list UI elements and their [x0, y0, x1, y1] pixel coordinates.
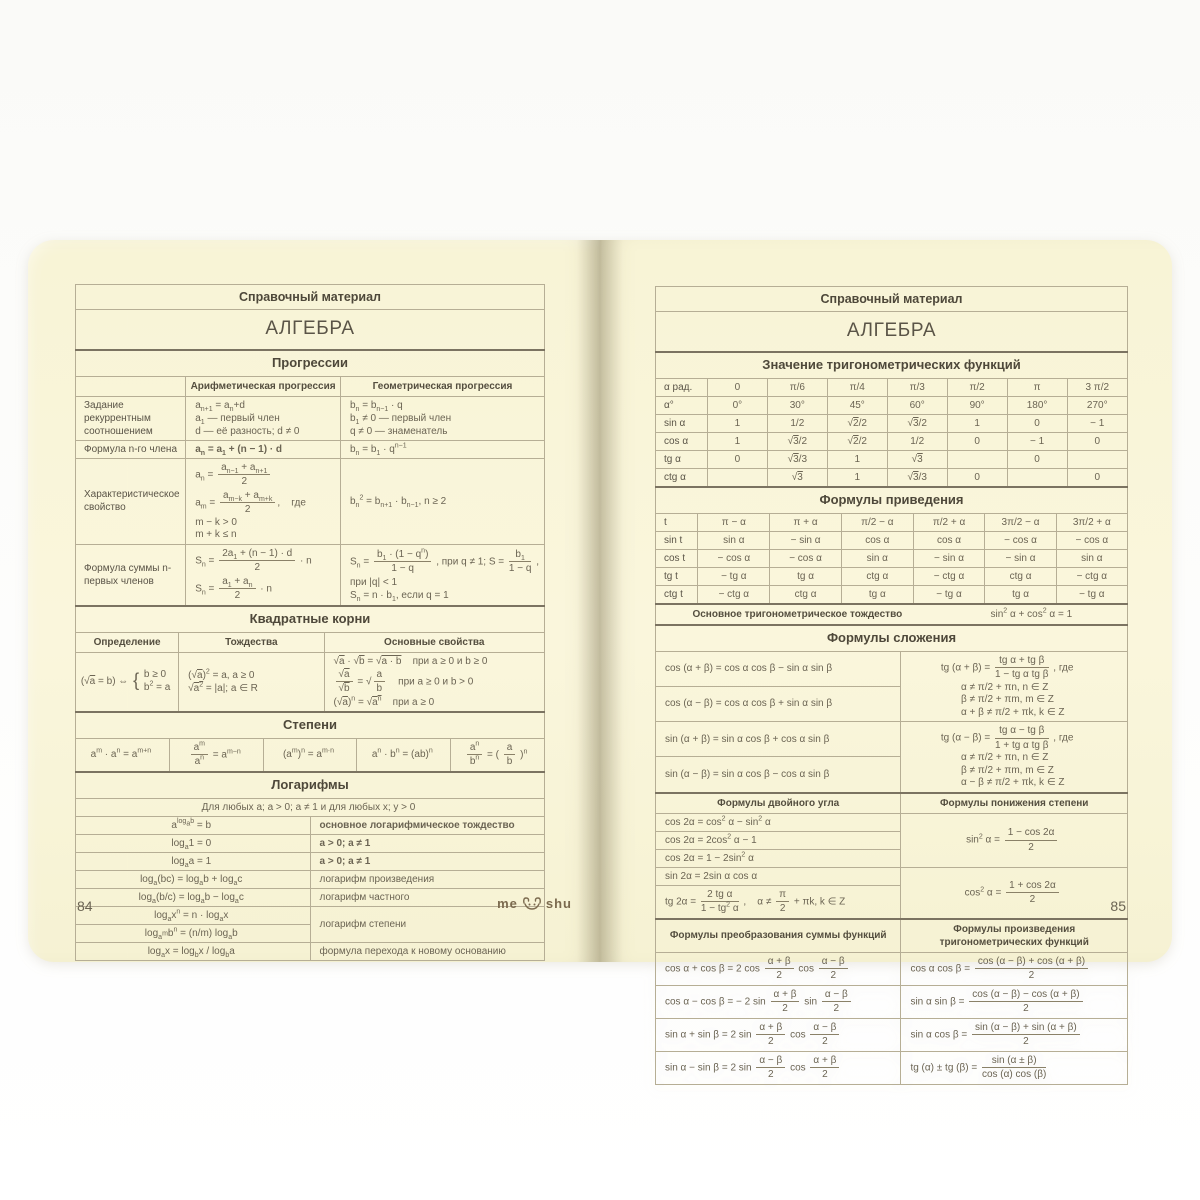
- table-row: [656, 952, 1128, 985]
- table-row: [656, 985, 1128, 1018]
- left-page: [28, 240, 600, 962]
- table-cell: Характеристическое свойство: [76, 458, 186, 544]
- table-cell: sin α sin β = $\frac{\cos (\alpha - \beta) - \cos (\alpha + \beta)}{2}$: [901, 985, 1128, 1018]
- table-cell: α°: [656, 396, 708, 414]
- right-page: [600, 240, 1172, 1081]
- reduction-formulas-table: [655, 486, 1128, 604]
- table-cell: Формулы двойного угла: [656, 793, 901, 814]
- powers-table: [75, 711, 545, 772]
- table-cell: a > 0; a ≠ 1: [310, 834, 545, 852]
- left-page-content: [75, 284, 545, 961]
- table-cell: a > 0; a ≠ 1: [310, 852, 545, 870]
- table-row: [76, 544, 545, 605]
- table-row: [76, 458, 545, 544]
- table-cell: Прогрессии: [76, 350, 545, 376]
- table-cell: π + α: [770, 513, 842, 531]
- table-cell: sin α cos β = $\frac{\sin (\alpha - \beta) + \sin (\alpha + \beta)}{2}$: [901, 1018, 1128, 1051]
- table-cell: 270°: [1067, 396, 1127, 414]
- table-row: [76, 852, 545, 870]
- table-row: [76, 310, 545, 350]
- table-cell: cos α − cos β = − 2 sin $\frac{\alpha + \beta}{2}$ sin $\frac{\alpha - \beta}{2}$: [656, 985, 901, 1018]
- table-cell: cos (α + β) = cos α cos β − sin α sin β: [656, 651, 901, 686]
- table-cell: $a^n \cdot b^n = (ab)^n$: [357, 738, 451, 771]
- left-page-header-table: [75, 284, 545, 350]
- table-cell: 0: [707, 378, 767, 396]
- table-cell: π/4: [827, 378, 887, 396]
- table-row: [656, 1018, 1128, 1051]
- table-cell: − ctg α: [913, 567, 985, 585]
- table-row: [76, 285, 545, 310]
- table-cell: cos α + cos β = 2 cos $\frac{\alpha + \beta}{2}$ cos $\frac{\alpha - \beta}{2}$: [656, 952, 901, 985]
- table-cell: Формулы приведения: [656, 487, 1128, 513]
- table-cell: √2/2: [827, 414, 887, 432]
- table-row: [76, 652, 545, 711]
- table-cell: логарифм частного: [310, 888, 545, 906]
- table-cell: формула перехода к новому основанию: [310, 942, 545, 960]
- table-cell: cos α: [656, 432, 708, 450]
- table-row: [656, 722, 1128, 757]
- table-cell: $a^m \cdot a^n = a^{m+n}$: [76, 738, 170, 771]
- table-cell: $\cos^2 \alpha$ = $\frac{1 + \cos 2\alpha}{2}$: [901, 867, 1128, 918]
- table-cell: $\log_ax^n = n \cdot \log_ax$: [76, 906, 311, 924]
- table-cell: Квадратные корни: [76, 606, 545, 632]
- table-cell: tg t: [656, 567, 698, 585]
- table-cell: [947, 450, 1007, 468]
- table-cell: $\sin^2 \alpha + \cos^2 \alpha = 1$: [939, 604, 1128, 625]
- table-row: [76, 834, 545, 852]
- table-cell: логарифм произведения: [310, 870, 545, 888]
- table-cell: $a^{log_ab} = b$: [76, 816, 311, 834]
- table-cell: 0: [1067, 432, 1127, 450]
- table-cell: 0: [1007, 414, 1067, 432]
- table-row: [76, 738, 545, 771]
- table-cell: АЛГЕБРА: [76, 310, 545, 350]
- table-cell: sin α: [656, 414, 708, 432]
- table-cell: $S_n$ = $\frac{b_1 \cdot (1 - q^n)}{1 - q}$ , при q ≠ 1; S = $\frac{b_1}{1 - q}$ , при |q| < 1 $S_n = n \cdot b_1$, если q = 1: [340, 544, 544, 605]
- table-cell: 1: [947, 414, 1007, 432]
- table-row: [76, 440, 545, 458]
- table-cell: $\log_a1 = 0$: [76, 834, 311, 852]
- table-row: [76, 816, 545, 834]
- table-row: [656, 867, 1128, 885]
- table-cell: Основные свойства: [324, 632, 544, 652]
- table-cell: sin α: [841, 549, 913, 567]
- table-cell: − ctg α: [1056, 567, 1127, 585]
- table-row: [656, 651, 1128, 686]
- table-cell: 0: [707, 450, 767, 468]
- table-cell: $\log_{a^m}b^n = (n/m)$ $\log_ab$: [76, 924, 311, 942]
- table-cell: ctg α: [656, 468, 708, 486]
- sum-product-transform-table: [655, 918, 1128, 1085]
- page-number-left: 84: [77, 898, 93, 914]
- table-cell: [1007, 468, 1067, 486]
- table-cell: sin (α − β) = sin α cos β − cos α sin β: [656, 757, 901, 792]
- table-cell: Формулы преобразования суммы функций: [656, 919, 901, 953]
- right-page-header-table: [655, 286, 1128, 352]
- table-cell: $(√a)^2 = a$, a ≥ 0 $√a^2 = |a|$; a ∈ R: [179, 652, 324, 711]
- table-cell: 3π/2 + α: [1056, 513, 1127, 531]
- table-cell: π/3: [887, 378, 947, 396]
- table-cell: Тождества: [179, 632, 324, 652]
- table-cell: − sin α: [770, 531, 842, 549]
- table-row: [656, 432, 1128, 450]
- table-row: [76, 942, 545, 960]
- table-cell: $a_{n+1} = a_n+d$ $a_1$ — первый член d — её разность; d ≠ 0: [186, 396, 341, 440]
- table-cell: π/2: [947, 378, 1007, 396]
- table-cell: − sin α: [985, 549, 1056, 567]
- table-cell: − ctg α: [698, 585, 770, 603]
- table-cell: 1: [707, 432, 767, 450]
- table-cell: ctg t: [656, 585, 698, 603]
- table-cell: tg (α) ± tg (β) = $\frac{\sin (\alpha \pm \beta)}{\cos (\alpha) \cos (\beta)}$: [901, 1051, 1128, 1084]
- progressions-table: [75, 349, 545, 606]
- table-row: [656, 378, 1128, 396]
- table-row: [656, 450, 1128, 468]
- table-cell: $\log_aa = 1$: [76, 852, 311, 870]
- table-cell: Логарифмы: [76, 772, 545, 798]
- table-cell: − cos α: [1056, 531, 1127, 549]
- table-row: [656, 487, 1128, 513]
- table-cell: 0: [1007, 450, 1067, 468]
- table-cell: Формулы сложения: [656, 625, 1128, 651]
- table-cell: − 1: [1067, 414, 1127, 432]
- table-cell: ctg α: [770, 585, 842, 603]
- table-cell: sin α − sin β = 2 sin $\frac{\alpha - \beta}{2}$ cos $\frac{\alpha + \beta}{2}$: [656, 1051, 901, 1084]
- table-cell: [707, 468, 767, 486]
- table-cell: $b_n = b_{n-1} \cdot q$ $b_1 \ne 0$ — первый член q ≠ 0 — знаменатель: [340, 396, 544, 440]
- table-cell: π − α: [698, 513, 770, 531]
- table-cell: − cos α: [985, 531, 1056, 549]
- table-cell: 1: [827, 468, 887, 486]
- table-cell: 3π/2 − α: [985, 513, 1056, 531]
- table-cell: tg α: [985, 585, 1056, 603]
- square-roots-table: [75, 605, 545, 712]
- table-cell: Основное тригонометрическое тождество: [656, 604, 939, 625]
- table-cell: √3/2: [887, 414, 947, 432]
- table-cell: sin α: [1056, 549, 1127, 567]
- table-cell: √3/3: [767, 450, 827, 468]
- table-row: [656, 585, 1128, 603]
- table-cell: 0: [947, 468, 1007, 486]
- table-cell: 1/2: [767, 414, 827, 432]
- table-row: [656, 531, 1128, 549]
- table-cell: 1: [707, 414, 767, 432]
- table-cell: Формулы произведения тригонометрических функций: [901, 919, 1128, 953]
- table-cell: tg (α + β) = $\frac{\text{tg α + tg β}}{\text{1 − tg α tg β}}$ , где α ≠ π/2 + πn, n ∈ Z β ≠ π/2 + πm, m ∈ Z α + β ≠ π/2 + πk, k ∈ Z: [901, 651, 1128, 722]
- table-cell: 0: [947, 432, 1007, 450]
- table-cell: sin t: [656, 531, 698, 549]
- table-cell: t: [656, 513, 698, 531]
- table-cell: АЛГЕБРА: [656, 312, 1128, 352]
- table-cell: $\cos 2\alpha = 1 - 2\sin^2$ α: [656, 849, 901, 867]
- table-cell: Формула суммы n-первых членов: [76, 544, 186, 605]
- table-row: [76, 632, 545, 652]
- table-cell: √a · √b = √a · b при a ≥ 0 и b ≥ 0 $\frac{√a}{√b}$ = √ $\frac{a}{b}$ при a ≥ 0 и b > 0 $(√a)^n = √a^n$ при a ≥ 0: [324, 652, 544, 711]
- table-cell: − tg α: [698, 567, 770, 585]
- table-cell: − 1: [1007, 432, 1067, 450]
- meshu-logo: [497, 896, 572, 911]
- logarithms-table: [75, 771, 545, 961]
- table-row: [76, 396, 545, 440]
- table-cell: ctg α: [985, 567, 1056, 585]
- table-cell: 0°: [707, 396, 767, 414]
- table-cell: cos t: [656, 549, 698, 567]
- table-cell: sin (α + β) = sin α cos β + cos α sin β: [656, 722, 901, 757]
- table-cell: tg α: [770, 567, 842, 585]
- table-cell: [1067, 450, 1127, 468]
- table-cell: sin α + sin β = 2 sin $\frac{\alpha + \beta}{2}$ cos $\frac{\alpha - \beta}{2}$: [656, 1018, 901, 1051]
- table-row: [656, 396, 1128, 414]
- table-cell: Формулы понижения степени: [901, 793, 1128, 814]
- table-cell: $\log_ax = \log_bx / \log_ba$: [76, 942, 311, 960]
- table-cell: 3 π/2: [1067, 378, 1127, 396]
- table-cell: Справочный материал: [76, 285, 545, 310]
- logo-text-me: me: [497, 896, 518, 911]
- table-cell: − tg α: [913, 585, 985, 603]
- table-cell: − cos α: [698, 549, 770, 567]
- table-cell: $b_n = b_1 \cdot q^{n-1}$: [340, 440, 544, 458]
- table-cell: tg (α − β) = $\frac{\text{tg α − tg β}}{\text{1 + tg α tg β}}$ , где α ≠ π/2 + πn, n ∈ Z β ≠ π/2 + πm, m ∈ Z α − β ≠ π/2 + πk, k ∈ Z: [901, 722, 1128, 793]
- table-cell: α рад.: [656, 378, 708, 396]
- table-row: [76, 798, 545, 816]
- table-cell: √2/2: [827, 432, 887, 450]
- table-cell: cos α cos β = $\frac{\cos (\alpha - \beta) + \cos (\alpha + \beta)}{2}$: [901, 952, 1128, 985]
- table-cell: − cos α: [770, 549, 842, 567]
- table-cell: π/6: [767, 378, 827, 396]
- table-row: [656, 604, 1128, 625]
- table-cell: π/2 − α: [841, 513, 913, 531]
- table-cell: √3: [887, 450, 947, 468]
- table-row: [76, 712, 545, 738]
- table-cell: √3/2: [767, 432, 827, 450]
- table-row: [76, 376, 545, 396]
- table-row: [656, 1051, 1128, 1084]
- table-cell: $b_n^2 = b_{n+1} \cdot b_{n-1}$, n ≥ 2: [340, 458, 544, 544]
- table-cell: ctg α: [841, 567, 913, 585]
- table-cell: $\log_a(bc) = \log_ab + \log_ac$: [76, 870, 311, 888]
- table-cell: π/2 + α: [913, 513, 985, 531]
- basic-identity-table: [655, 603, 1128, 625]
- table-cell: [76, 376, 186, 396]
- table-row: [76, 772, 545, 798]
- table-cell: tg α: [656, 450, 708, 468]
- table-cell: √3/3: [887, 468, 947, 486]
- table-cell: $S_n$ = $\frac{2a_1 + (n - 1) \cdot d}{2}$ · n $S_n$ = $\frac{a_1 + a_n}{2}$ · n: [186, 544, 341, 605]
- table-cell: π: [1007, 378, 1067, 396]
- table-cell: $\frac{a^m}{a^n}$ = $a^{m-n}$: [169, 738, 263, 771]
- notebook-spread: [28, 240, 1172, 1081]
- trig-values-table: [655, 351, 1128, 487]
- table-cell: Определение: [76, 632, 179, 652]
- table-cell: 1: [827, 450, 887, 468]
- table-cell: sin 2α = 2sin α cos α: [656, 867, 901, 885]
- table-cell: 60°: [887, 396, 947, 414]
- table-cell: $\cos 2\alpha = 2\cos^2$ α − 1: [656, 831, 901, 849]
- table-row: [656, 513, 1128, 531]
- logo-text-shu: shu: [545, 896, 572, 911]
- table-cell: √3: [767, 468, 827, 486]
- table-cell: Задание рекуррентным соотношением: [76, 396, 186, 440]
- addition-formulas-table: [655, 624, 1128, 793]
- table-cell: $\frac{a^n}{b^n}$ = ( $\frac{a}{b}$ )$^n$: [451, 738, 545, 771]
- table-row: [656, 813, 1128, 831]
- table-cell: cos α: [913, 531, 985, 549]
- left-page-footer: [28, 896, 600, 926]
- table-row: [76, 870, 545, 888]
- table-row: [656, 287, 1128, 312]
- table-cell: 180°: [1007, 396, 1067, 414]
- table-cell: Геометрическая прогрессия: [340, 376, 544, 396]
- right-page-content: [655, 286, 1128, 1085]
- table-row: [656, 414, 1128, 432]
- table-row: [656, 468, 1128, 486]
- table-cell: Формула n-го члена: [76, 440, 186, 458]
- table-cell: cos (α − β) = cos α cos β + sin α sin β: [656, 686, 901, 721]
- table-cell: $\log_a(b/c) = \log_ab - \log_ac$: [76, 888, 311, 906]
- table-cell: $(a^m)^n = a^{m\cdot n}$: [263, 738, 357, 771]
- table-cell: Для любых a; a > 0; a ≠ 1 и для любых x; y > 0: [76, 798, 545, 816]
- bear-face-icon: [520, 896, 544, 911]
- table-cell: $\cos 2\alpha = \cos^2 \alpha - \sin^2 \alpha$: [656, 813, 901, 831]
- table-cell: Степени: [76, 712, 545, 738]
- table-row: [656, 793, 1128, 814]
- table-cell: (√a = b) ⇔ { b ≥ 0 $b^2 = a$: [76, 652, 179, 711]
- table-cell: $\sin^2 \alpha$ = $\frac{1 - \cos 2\alpha}{2}$: [901, 813, 1128, 867]
- table-cell: основное логарифмическое тождество: [310, 816, 545, 834]
- table-cell: Значение тригонометрических функций: [656, 352, 1128, 378]
- table-row: [76, 606, 545, 632]
- table-cell: $a_n = a_1 + (n - 1) \cdot d$: [186, 440, 341, 458]
- table-row: [76, 350, 545, 376]
- table-cell: cos α: [841, 531, 913, 549]
- table-row: [656, 352, 1128, 378]
- table-cell: 90°: [947, 396, 1007, 414]
- table-row: [656, 312, 1128, 352]
- table-row: [656, 625, 1128, 651]
- table-row: [656, 567, 1128, 585]
- right-page-footer: [600, 896, 1172, 926]
- table-cell: 1/2: [887, 432, 947, 450]
- table-cell: $a_n$ = $\frac{a_{n-1} + a_{n+1}}{2}$ $a_m$ = $\frac{a_{m-k} + a_{m+k}}{2}$ , где m − k > 0 m + k ≤ n: [186, 458, 341, 544]
- table-cell: Справочный материал: [656, 287, 1128, 312]
- table-cell: tg α: [841, 585, 913, 603]
- table-cell: sin α: [698, 531, 770, 549]
- table-cell: Арифметическая прогрессия: [186, 376, 341, 396]
- table-cell: логарифм степени: [310, 906, 545, 942]
- table-cell: − sin α: [913, 549, 985, 567]
- table-cell: 0: [1067, 468, 1127, 486]
- table-cell: 45°: [827, 396, 887, 414]
- table-cell: 30°: [767, 396, 827, 414]
- table-cell: tg 2α = $\frac{\text{2 tg α}}{1 - tg^2 \alpha}$ , α ≠ $\frac{\pi}{2}$ + πk, k ∈ Z: [656, 885, 901, 918]
- page-number-right: 85: [1110, 898, 1126, 914]
- table-cell: − tg α: [1056, 585, 1127, 603]
- table-row: [656, 549, 1128, 567]
